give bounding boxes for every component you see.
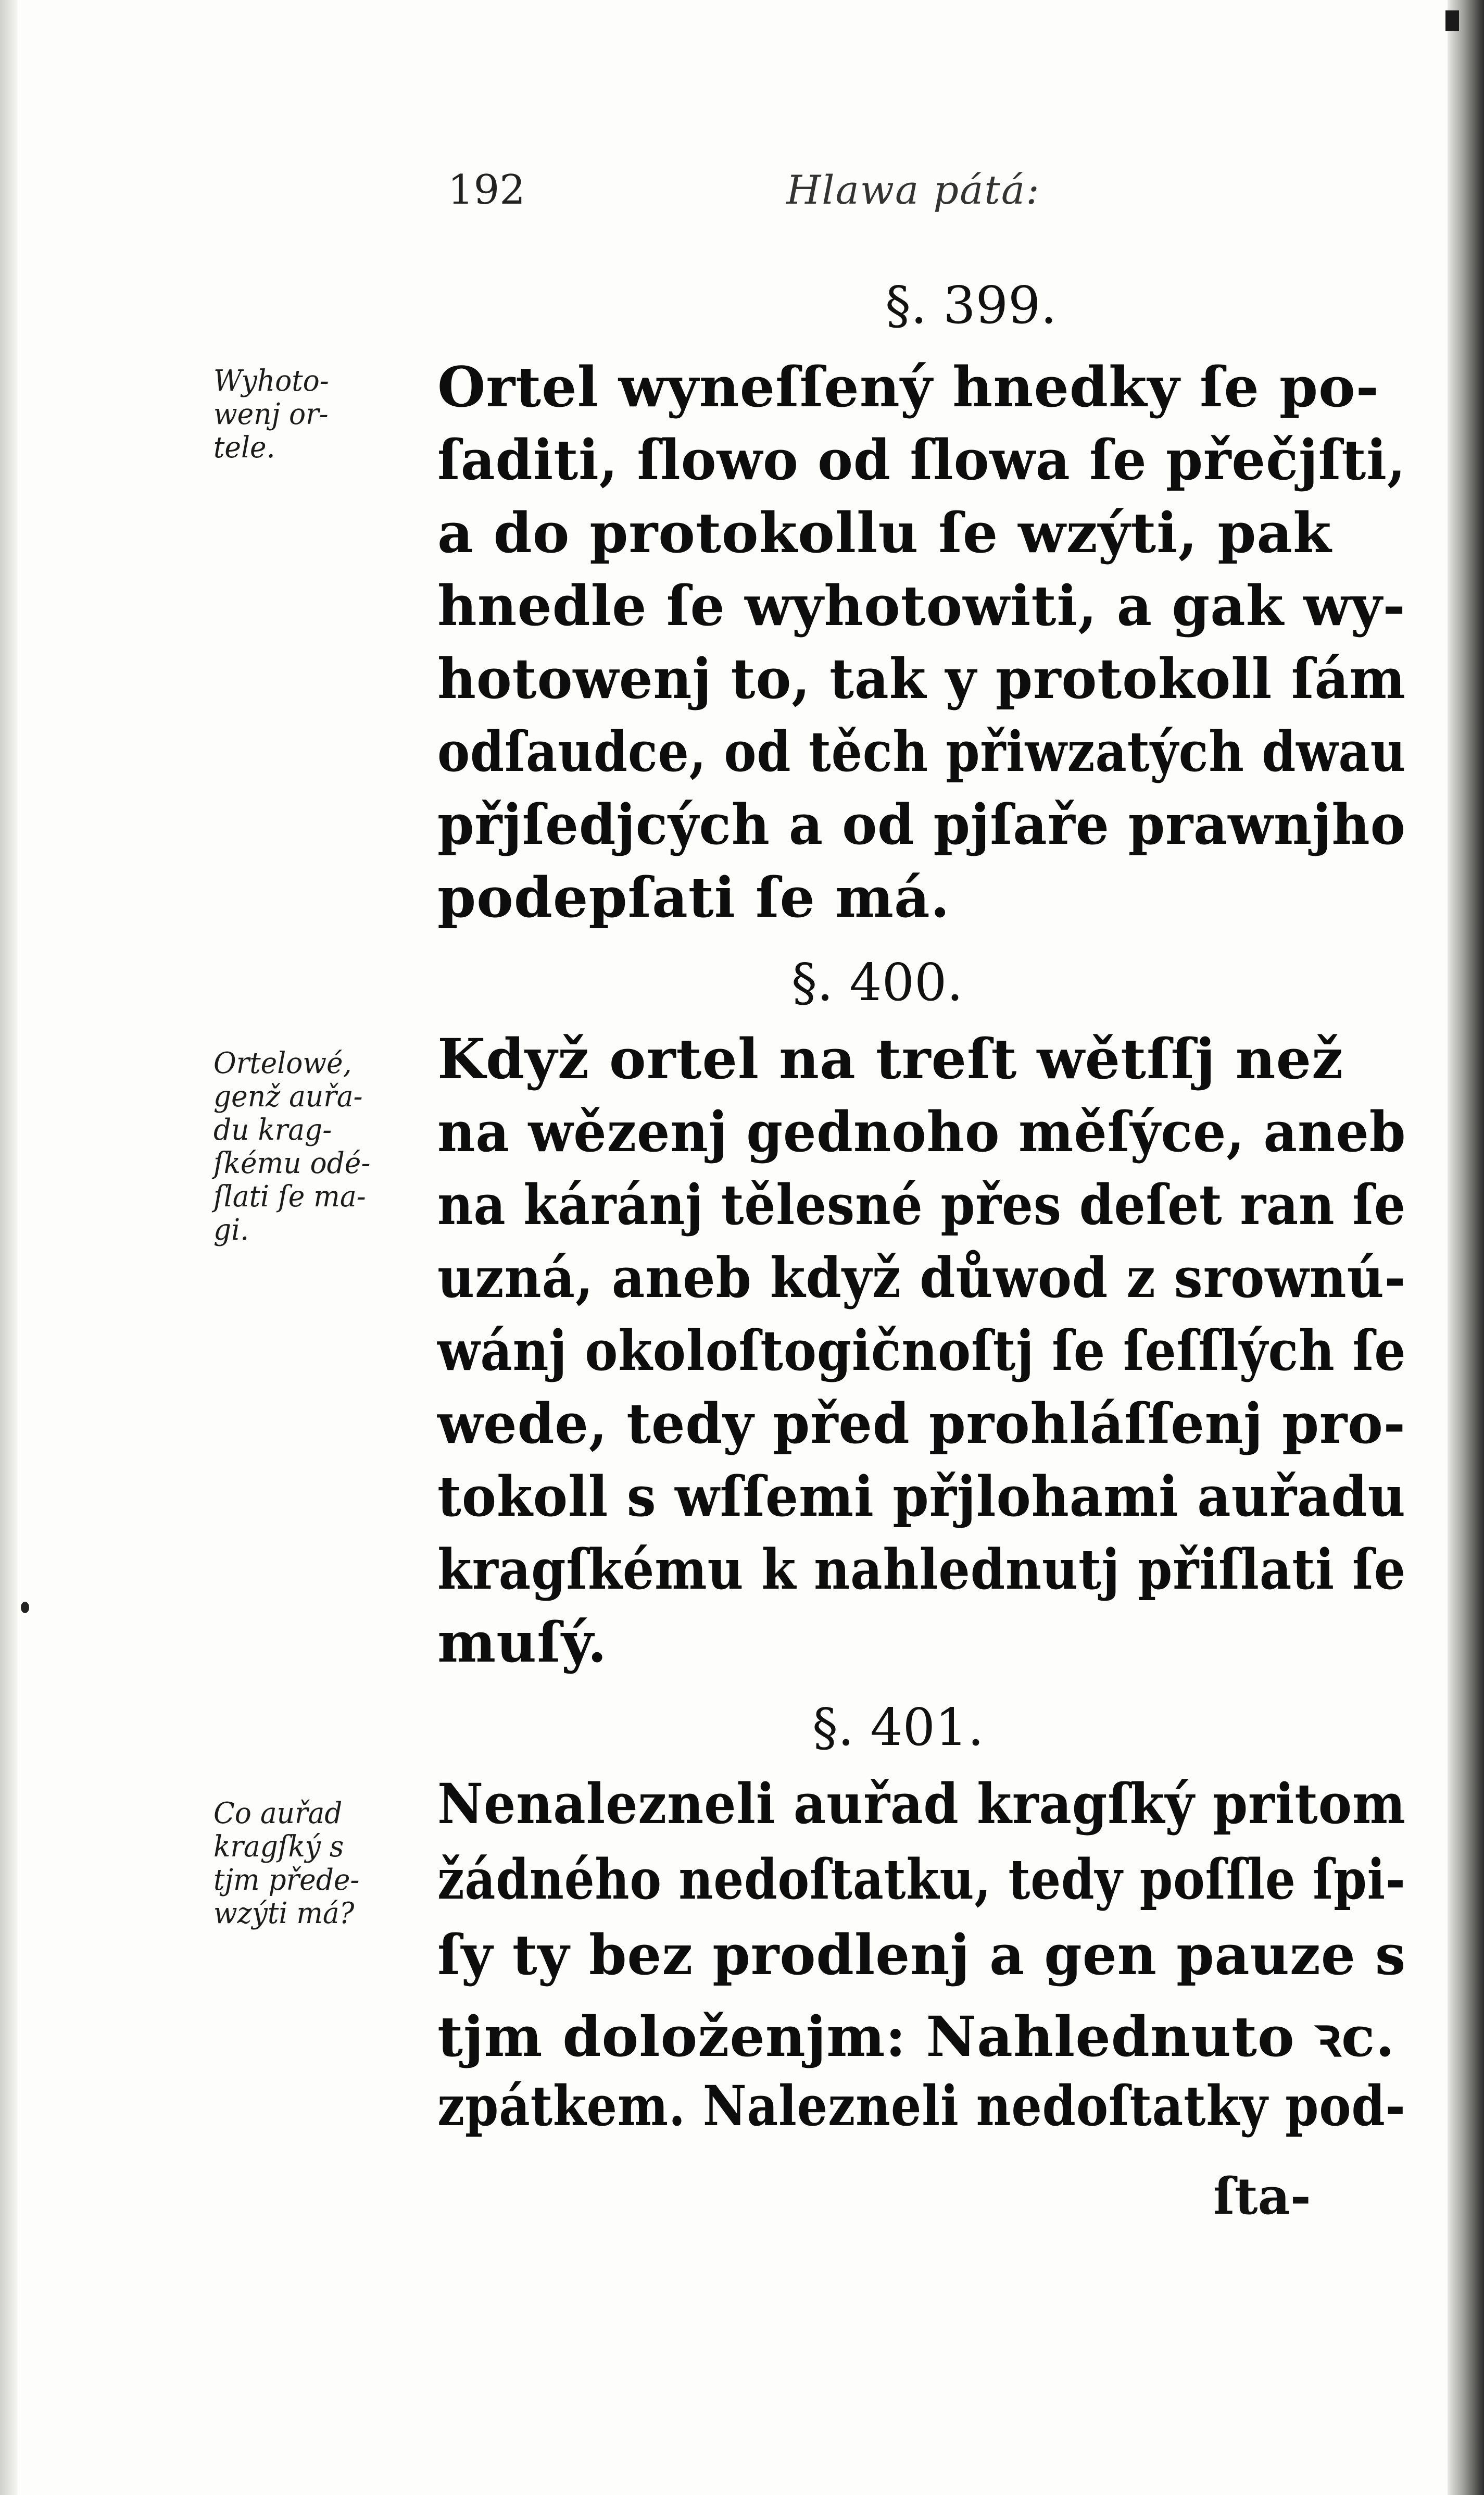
section-heading-399: §. 399. bbox=[885, 276, 1057, 335]
section-heading-401: §. 401. bbox=[812, 1698, 984, 1757]
text-line: na wězenj gednoho měſýce, aneb bbox=[437, 1099, 1406, 1164]
text-line: odſaudce, od těch přiwzatých dwau bbox=[437, 719, 1406, 784]
text-line: tokoll s wſſemi přjlohami auřadu bbox=[437, 1464, 1406, 1529]
margin-note-400 bbox=[213, 1047, 432, 1247]
text-line: podepſati ſe má. bbox=[437, 865, 950, 930]
ink-speck bbox=[21, 1602, 29, 1613]
text-line: wánj okoloſtogičnoſtj ſe ſeſſlých ſe bbox=[437, 1318, 1406, 1383]
margin-note-line: wzýti má? bbox=[213, 1897, 355, 1930]
page-header bbox=[448, 167, 1073, 214]
section-heading-400: §. 400. bbox=[791, 953, 963, 1013]
margin-note-line: du krag- bbox=[213, 1113, 332, 1147]
text-line: tjm doloženjm: Nahlednuto ꝛc. bbox=[437, 2004, 1395, 2069]
text-line: uzná, aneb když důwod z srownú- bbox=[437, 1245, 1406, 1310]
margin-note-401 bbox=[213, 1797, 432, 1930]
margin-note-line: Ortelowé, bbox=[213, 1046, 352, 1080]
text-line: hnedle ſe wyhotowiti, a gak wy- bbox=[437, 573, 1406, 638]
text-line: hotowenj to, tak y protokoll ſám bbox=[437, 646, 1406, 711]
catchword: ſta- bbox=[1213, 2167, 1311, 2226]
margin-note-line: ſlati ſe ma- bbox=[213, 1180, 366, 1214]
text-line: přjſedjcých a od pjſaře prawnjho bbox=[437, 792, 1406, 857]
margin-note-line: genž auřa- bbox=[213, 1080, 363, 1114]
text-line: ſy ty bez prodlenj a gen pauze s bbox=[437, 1922, 1406, 1987]
margin-note-line: kragſký s bbox=[213, 1830, 344, 1864]
text-line: zpátkem. Nalezneli nedoſtatky pod- bbox=[437, 2073, 1406, 2138]
margin-note-line: Wyhoto- bbox=[213, 364, 329, 398]
margin-note-line: tele. bbox=[213, 431, 275, 465]
text-line: muſý. bbox=[437, 1610, 608, 1675]
text-line: a do protokollu ſe wzýti, pak bbox=[437, 500, 1332, 565]
margin-note-line: tjm přede- bbox=[213, 1863, 360, 1897]
text-line: žádného nedoſtatku, tedy poſſle ſpi- bbox=[437, 1847, 1406, 1912]
binding-shadow bbox=[1448, 0, 1484, 2495]
running-head: Hlawa pátá: bbox=[786, 167, 1040, 213]
margin-note-line: ſkému odé- bbox=[213, 1146, 371, 1180]
margin-note-line: gi. bbox=[213, 1213, 249, 1247]
text-line: ſaditi, ſlowo od ſlowa ſe přečjſti, bbox=[437, 427, 1406, 492]
margin-note-line: wenj or- bbox=[213, 397, 329, 431]
text-line: na káránj tělesné přes deſet ran ſe bbox=[437, 1172, 1406, 1237]
text-line: Když ortel na treſt wětſſj než bbox=[437, 1026, 1344, 1091]
page-number: 192 bbox=[448, 167, 525, 214]
scan-corner-mark bbox=[1445, 10, 1459, 31]
margin-note-line: Co auřad bbox=[213, 1797, 343, 1830]
text-line: kragſkému k nahlednutj přiſlati ſe bbox=[437, 1537, 1406, 1602]
text-line: Ortel wyneſſený hnedky ſe po- bbox=[437, 354, 1379, 419]
margin-note-399 bbox=[213, 365, 432, 465]
text-line: wede, tedy před prohláſſenj pro- bbox=[437, 1391, 1406, 1456]
text-line: Nenalezneli auřad kragſký pritom bbox=[437, 1771, 1406, 1836]
page-left-edge bbox=[0, 0, 18, 2495]
